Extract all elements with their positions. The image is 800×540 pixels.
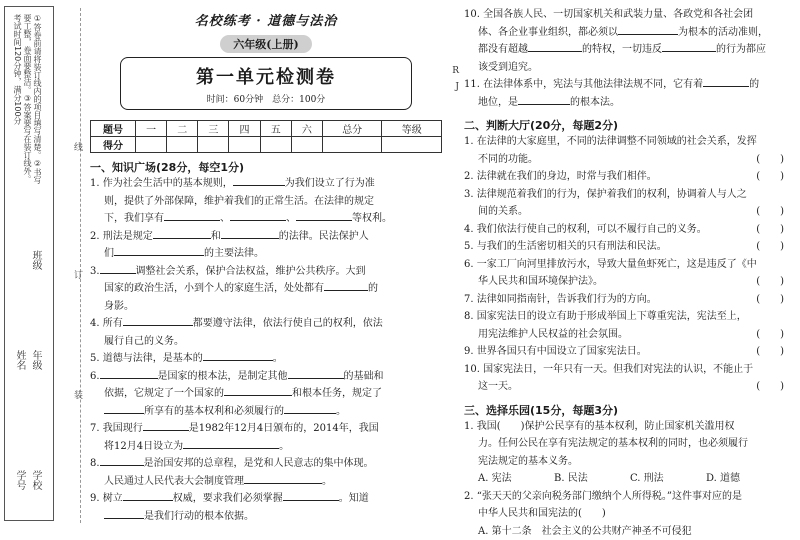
side-mark-j: J — [455, 82, 459, 92]
answer-paren[interactable]: ( ) — [756, 273, 794, 291]
q-text: 1. 作为社会生活中的基本规则， — [90, 178, 233, 189]
true-false-item — [464, 168, 794, 186]
q-text: 2. 刑法是规定 — [90, 231, 153, 242]
choice-option[interactable]: D. 道德 — [706, 470, 782, 488]
score-input-cell[interactable] — [260, 137, 291, 153]
q-text: 的法律。民法保护人 — [279, 231, 369, 242]
answer-blank[interactable] — [100, 455, 144, 466]
q-text: 依据，它规定了一个国家的 — [104, 388, 224, 399]
q-text: 下，我们享有 — [104, 213, 164, 224]
q-text: 7. 法律如同指南针，告诉我们行为的方向。 — [464, 294, 657, 305]
answer-blank[interactable] — [244, 473, 322, 484]
binding-fold-line — [80, 8, 81, 523]
fold-label-bind: 订 — [74, 268, 83, 281]
q-text: 的特权，一切违反 — [582, 44, 662, 55]
q-text: 10. 国家宪法日，一年只有一天。但我们对宪法的认识，不能止于 — [464, 364, 753, 375]
field-class: 班级 — [30, 250, 40, 270]
answer-blank[interactable] — [164, 210, 220, 221]
answer-blank[interactable] — [123, 315, 193, 326]
field-grade: 年级 — [30, 350, 40, 370]
q-text: 为我们设立了行为准 — [285, 178, 375, 189]
q-text: 是1982年12月4日颁布的，2014年，我国 — [189, 423, 379, 434]
score-cell: 三 — [198, 121, 229, 137]
question-3 — [90, 263, 442, 316]
fold-label-pack: 装 — [74, 388, 83, 401]
question-4 — [90, 315, 442, 350]
q-text: 都没有超越 — [478, 44, 528, 55]
q-text: 2. 法律就在我们的身边，时常与我们相伴。 — [464, 171, 657, 182]
answer-blank[interactable] — [183, 438, 279, 449]
answer-blank[interactable] — [296, 210, 352, 221]
answer-blank[interactable] — [233, 175, 285, 186]
q-text: 8. — [90, 458, 100, 469]
q-text: 身影。 — [104, 301, 134, 312]
answer-blank[interactable] — [143, 420, 189, 431]
choice-question-1 — [464, 418, 794, 488]
q-text: 。 — [273, 353, 283, 364]
section-heading: 二、判断大厅(20分，每题2分) — [464, 117, 794, 133]
score-cell: 等级 — [382, 121, 442, 137]
answer-paren[interactable]: ( ) — [756, 378, 794, 396]
q-text: 权威，要求我们必须掌握 — [173, 493, 283, 504]
q-text: 的主要法律。 — [204, 248, 264, 259]
q-text: 都要遵守法律，依法行使自己的权利，依法 — [193, 318, 383, 329]
choice-option[interactable]: B. 民法 — [554, 470, 630, 488]
q-text: 、 — [220, 213, 230, 224]
answer-blank[interactable] — [123, 490, 173, 501]
true-false-item — [464, 291, 794, 309]
q-text: 国家的政治生活，小到个人的家庭生活，处处都有 — [104, 283, 324, 294]
score-input-cell[interactable] — [167, 137, 198, 153]
q-text: 1. 我国( )保护公民享有的基本权利，防止国家机关滥用权 — [464, 421, 735, 432]
choice-question-2 — [464, 488, 794, 540]
score-table-score-row — [91, 137, 442, 153]
q-text: 、 — [286, 213, 296, 224]
q-text: 。 — [279, 441, 289, 452]
question-6 — [90, 368, 442, 421]
answer-blank[interactable] — [283, 490, 339, 501]
q-text: 4. 我们依法行使自己的权利，可以不履行自己的义务。 — [464, 224, 707, 235]
answer-paren[interactable]: ( ) — [756, 203, 794, 221]
choice-option[interactable]: A. 宪法 — [478, 470, 554, 488]
answer-paren[interactable]: ( ) — [756, 326, 794, 344]
score-input-cell[interactable] — [136, 137, 167, 153]
score-cell: 四 — [229, 121, 260, 137]
q-text: 和根本任务，规定了 — [292, 388, 382, 399]
fold-label-line: 线 — [74, 140, 83, 153]
q-text: 6. — [90, 371, 100, 382]
q-text: 中华人民共和国宪法的( ) — [478, 508, 606, 519]
score-row-label: 得分 — [91, 137, 136, 153]
question-11 — [464, 76, 794, 111]
q-text: 7. 我国现行 — [90, 423, 143, 434]
score-cell: 一 — [136, 121, 167, 137]
answer-blank[interactable] — [100, 368, 158, 379]
question-1 — [90, 175, 442, 228]
answer-blank[interactable] — [703, 76, 749, 87]
q-text: 和 — [211, 231, 221, 242]
score-cell: 五 — [260, 121, 291, 137]
q-text: 9. 树立 — [90, 493, 123, 504]
q-text: 体、各企业事业组织，都必须以 — [478, 27, 618, 38]
q-text: 9. 世界各国只有中国设立了国家宪法日。 — [464, 346, 647, 357]
exam-meta: 时间：60分钟 总分：100分 — [121, 92, 411, 105]
true-false-item — [464, 343, 794, 361]
q-text: 2. “张天天的父亲向税务部门缴纳个人所得税。”这件事对应的是 — [464, 491, 742, 502]
q-text: 的 — [368, 283, 378, 294]
q-text: 4. 所有 — [90, 318, 123, 329]
q-text: 所享有的基本权利和必须履行的 — [144, 406, 284, 417]
q-text: 6. 一家工厂向河里排放污水，导致大量鱼虾死亡，这是违反了《中 — [464, 259, 757, 270]
true-false-item — [464, 221, 794, 239]
answer-blank[interactable] — [104, 508, 144, 519]
answer-blank[interactable] — [662, 41, 716, 52]
page-title: 第一单元检测卷 — [121, 63, 411, 89]
answer-blank[interactable] — [203, 350, 273, 361]
q-text: 5. 与我们的生活密切相关的只有刑法和民法。 — [464, 241, 667, 252]
q-text: 3. 法律规范着我们的行为，保护着我们的权利，协调着人与人之 — [464, 189, 747, 200]
q-text: 。 — [336, 406, 346, 417]
answer-paren[interactable]: ( ) — [756, 291, 794, 309]
q-text: 不同的功能。 — [478, 154, 538, 165]
q-text: 这一天。 — [478, 381, 518, 392]
answer-paren[interactable]: ( ) — [756, 343, 794, 361]
true-false-list — [464, 133, 794, 396]
answer-blank[interactable] — [153, 228, 211, 239]
answer-blank[interactable] — [284, 403, 336, 414]
q-text: 地位，是 — [478, 97, 518, 108]
score-input-cell[interactable] — [382, 137, 442, 153]
true-false-item — [464, 308, 794, 343]
answer-paren[interactable]: ( ) — [756, 151, 794, 169]
section-heading: 一、知识广场(28分，每空1分) — [90, 159, 442, 175]
q-text: 是我们行动的根本依据。 — [144, 511, 254, 522]
section-heading: 三、选择乐园(15分，每题3分) — [464, 402, 794, 418]
q-text: 将12月4日设立为 — [104, 441, 183, 452]
exam-notice: ①答卷前请将装订线内的项目填写清楚。②书写要工整，卷面要整洁。③答案要写在装订线外。考试时间120分钟，满分100分 — [8, 14, 42, 184]
true-false-item — [464, 186, 794, 221]
question-7 — [90, 420, 442, 455]
score-input-cell[interactable] — [198, 137, 229, 153]
q-text: 1. 在法律的大家庭里，不同的法律调整不同领域的社会关系，发挥 — [464, 136, 757, 147]
answer-blank[interactable] — [114, 245, 204, 256]
q-text: 则，提供了外部保障，维护着我们的正常生活。在法律的规定 — [104, 196, 374, 207]
q-text: 10. 全国各族人民、一切国家机关和武装力量、各政党和各社会团 — [464, 9, 753, 20]
answer-paren[interactable]: ( ) — [756, 168, 794, 186]
answer-blank[interactable] — [618, 24, 678, 35]
true-false-item — [464, 238, 794, 256]
brand-line: 名校练考 · 道德与法治 — [90, 10, 442, 29]
q-text: 8. 国家宪法日的设立有助于形成举国上下尊重宪法，宪法至上， — [464, 311, 747, 322]
q-text: 的基础和 — [344, 371, 384, 382]
answer-blank[interactable] — [528, 41, 582, 52]
q-text: 力。任何公民在享有宪法规定的基本权利的同时，也必须履行 — [478, 438, 748, 449]
q-text: 调整社会关系，保护合法权益，维护公共秩序。大到 — [136, 266, 366, 277]
q-text: 3. — [90, 266, 100, 277]
q-text: 用宪法维护人民权益的社会氛围。 — [478, 329, 628, 340]
q-text: 该受到追究。 — [478, 62, 538, 73]
field-name: 姓名 — [14, 350, 24, 370]
right-column — [464, 6, 794, 540]
choice-option[interactable]: A. 第十二条 社会主义的公共财产神圣不可侵犯 — [478, 526, 692, 537]
answer-blank[interactable] — [230, 210, 286, 221]
score-cell: 总分 — [322, 121, 382, 137]
title-box — [120, 57, 412, 110]
answer-blank[interactable] — [224, 385, 292, 396]
question-10 — [464, 6, 794, 76]
side-mark-r: R — [452, 66, 459, 76]
left-column — [90, 6, 442, 525]
q-text: 11. 在法律体系中，宪法与其他法律法规不同，它有着 — [464, 79, 703, 90]
answer-blank[interactable] — [221, 228, 279, 239]
answer-blank[interactable] — [324, 280, 368, 291]
q-text: 宪法规定的基本义务。 — [478, 456, 578, 467]
question-5 — [90, 350, 442, 368]
q-text: 履行自己的义务。 — [104, 336, 184, 347]
answer-blank[interactable] — [104, 403, 144, 414]
q-text: 的根本法。 — [570, 97, 620, 108]
true-false-item — [464, 133, 794, 168]
q-text: 是治国安邦的总章程，是党和人民意志的集中体现。 — [144, 458, 374, 469]
answer-blank[interactable] — [100, 263, 136, 274]
answer-blank[interactable] — [288, 368, 344, 379]
question-2 — [90, 228, 442, 263]
q-text: 间的关系。 — [478, 206, 528, 217]
q-text: 华人民共和国环境保护法》。 — [478, 276, 603, 287]
q-text: 5. 道德与法律，是基本的 — [90, 353, 203, 364]
binding-margin — [0, 0, 58, 530]
q-text: 为根本的活动准则， — [678, 27, 768, 38]
score-table — [90, 120, 442, 153]
grade-badge: 六年级(上册) — [220, 35, 312, 53]
q-text: 人民通过人民代表大会制度管理 — [104, 476, 244, 487]
q-text: 们 — [104, 248, 114, 259]
choice-option[interactable]: C. 刑法 — [630, 470, 706, 488]
q-text: 的行为都应 — [716, 44, 766, 55]
field-student-id: 学号 — [14, 470, 24, 490]
q-text: 等权利。 — [352, 213, 392, 224]
score-cell: 六 — [291, 121, 322, 137]
score-table-header-row — [91, 121, 442, 137]
score-input-cell[interactable] — [291, 137, 322, 153]
score-input-cell[interactable] — [322, 137, 382, 153]
answer-paren[interactable]: ( ) — [756, 221, 794, 239]
q-text: 的 — [749, 79, 759, 90]
answer-blank[interactable] — [518, 94, 570, 105]
question-8 — [90, 455, 442, 490]
question-9 — [90, 490, 442, 525]
answer-paren[interactable]: ( ) — [756, 238, 794, 256]
true-false-item — [464, 361, 794, 396]
score-cell: 题号 — [91, 121, 136, 137]
field-school: 学校 — [30, 470, 40, 490]
score-cell: 二 — [167, 121, 198, 137]
score-input-cell[interactable] — [229, 137, 260, 153]
q-text: 是国家的根本法，是制定其他 — [158, 371, 288, 382]
q-text: 。知道 — [339, 493, 369, 504]
q-text: 。 — [322, 476, 332, 487]
true-false-item — [464, 256, 794, 291]
